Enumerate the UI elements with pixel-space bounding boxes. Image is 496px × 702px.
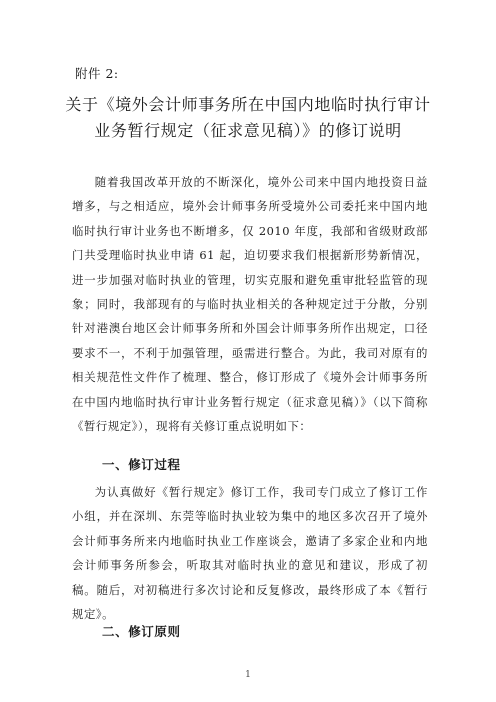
attachment-label: 附件 2: [75, 66, 119, 81]
document-title-line-2: 业务暂行规定（征求意见稿）》的修订说明 [94, 121, 402, 140]
revision-process-paragraph: 为认真做好《暂行规定》修订工作，我司专门成立了修订工作小组，并在深圳、东莞等临时执业较为集中的地区多次召开了境外会计师事务所来内地临时执业工作座谈会，邀请了多家企业和内地会计师事务所参会，听取其对临时执业的意见和建议，形成了初稿。随后，对初稿进行多次讨论和反复修改，最终形成了本《暂行规定》。 [72, 485, 428, 622]
document-title-line-1: 关于《境外会计师事务所在中国内地临时执行审计 [65, 95, 431, 114]
intro-paragraph: 随着我国改革开放的不断深化，境外公司来中国内地投资日益增多，与之相适应，境外会计师事务所受境外公司委托来中国内地临时执行审计业务也不断增多，仅 2010 年度，我部和省级财政部门共受理临时执业申请 61 起，迫切要求我们根据新形势新情况，进一步加强对临时执业的管理，切实克服和避免重审批轻监管的现象；同时，我部现有的与临时执业相关的各种规定过于分散，分别针对港澳台地区会计师事务所和外国会计师事务所作出规定，口径要求不一，不利于加强管理，亟需进行整合。为此，我司对原有的相关规范性文件作了梳理、整合，修订形成了《境外会计师事务所在中国内地临时执行审计业务暂行规定（征求意见稿）》（以下简称《暂行规定》），现将有关修订重点说明如下： [72, 175, 428, 434]
section-heading-revision-process: 一、修订过程 [102, 457, 181, 472]
section-heading-revision-principles: 二、修订原则 [102, 624, 181, 639]
page-number: 1 [245, 670, 251, 680]
